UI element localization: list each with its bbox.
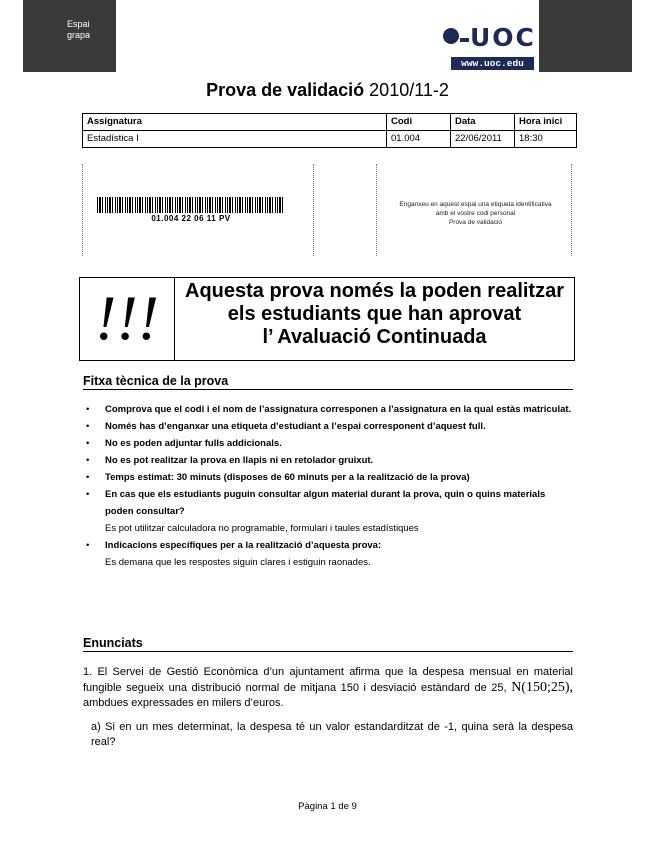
list-item: • No es pot realitzar la prova en llapis ni en retolador gruixut. <box>83 452 573 469</box>
materials-note: Es pot utilitzar calculadora no programable, formulari i taules estadístiques <box>105 523 419 534</box>
barcode-code: 01.004 22 06 11 PV <box>151 214 231 223</box>
staple-area <box>23 0 116 72</box>
sticker-instructions: Enganxeu en aquest espai una etiqueta identificativa amb el vostre codi personal Prova de validació <box>399 201 552 226</box>
specific-note: Es demana que les respostes siguin clares i estiguin raonades. <box>105 557 371 568</box>
tech-sheet-heading: Fitxa tècnica de la prova <box>83 374 573 390</box>
table-cell: Estadística I <box>83 131 387 148</box>
header-right-block <box>539 0 632 72</box>
table-header-cell: Hora inici <box>515 114 577 131</box>
page-number: Pàgina 1 de 9 <box>298 801 357 812</box>
warning-text: Aquesta prova només la poden realitzar els estudiants que han aprovat l’ Avaluació Continuada <box>185 280 564 348</box>
list-item: • Indicacions específiques per a la realització d’aquesta prova: <box>83 537 573 554</box>
list-item: • Comprova que el codi i el nom de l’assignatura corresponen a l’assignatura en la qual estàs matriculat. <box>83 401 573 418</box>
page-title: Prova de validació 2010/11-2 <box>206 80 449 100</box>
uoc-logo <box>443 24 535 74</box>
table-cell: 01.004 <box>387 131 451 148</box>
dotted-guide <box>82 164 83 256</box>
statements-heading: Enunciats <box>83 636 573 652</box>
normal-distribution-formula: N(150;25), <box>511 680 574 695</box>
list-item: • Temps estimat: 30 minuts (disposes de 60 minuts per a la realització de la prova) <box>83 469 573 486</box>
uoc-logo-text: UOC <box>470 23 536 52</box>
barcode-image <box>97 197 285 213</box>
table-header-cell: Codi <box>387 114 451 131</box>
table-row <box>83 131 577 148</box>
uoc-logo-icon <box>443 28 469 44</box>
question-1: 1. El Servei de Gestió Econòmica d’un ajuntament afirma que la despesa mensual en material fungible segueix una distribució normal de mitjana 150 i desviació estàndard de 25, N(150;25), ambdues expressades en milers d’euros. <box>83 666 574 709</box>
list-item: • No es poden adjuntar fulls addicionals. <box>83 435 573 452</box>
warning-box <box>79 277 575 361</box>
dotted-guide <box>376 164 377 256</box>
question-1a: a) Si en un mes determinat, la despesa té un valor estandarditzat de -1, quina serà la despesa real? <box>91 721 573 748</box>
tech-sheet-list <box>83 401 573 571</box>
uoc-logo-url: www.uoc.edu <box>451 57 534 70</box>
dotted-guide <box>571 164 572 256</box>
exam-info-table <box>82 113 577 148</box>
dotted-guide <box>313 164 314 256</box>
table-header-cell: Assignatura <box>83 114 387 131</box>
table-header-row <box>83 114 577 131</box>
warning-mark-cell <box>80 278 175 360</box>
list-item: • En cas que els estudiants puguin consultar algun material durant la prova, quin o quins materials poden consultar? <box>83 486 573 520</box>
table-cell: 18:30 <box>515 131 577 148</box>
table-header-cell: Data <box>451 114 515 131</box>
list-item: • Només has d’enganxar una etiqueta d’estudiant a l’espai corresponent d’aquest full. <box>83 418 573 435</box>
staple-label: Espai grapa <box>67 19 91 40</box>
table-cell: 22/06/2011 <box>451 131 515 148</box>
warning-exclamation-icon: !!! <box>95 282 159 353</box>
